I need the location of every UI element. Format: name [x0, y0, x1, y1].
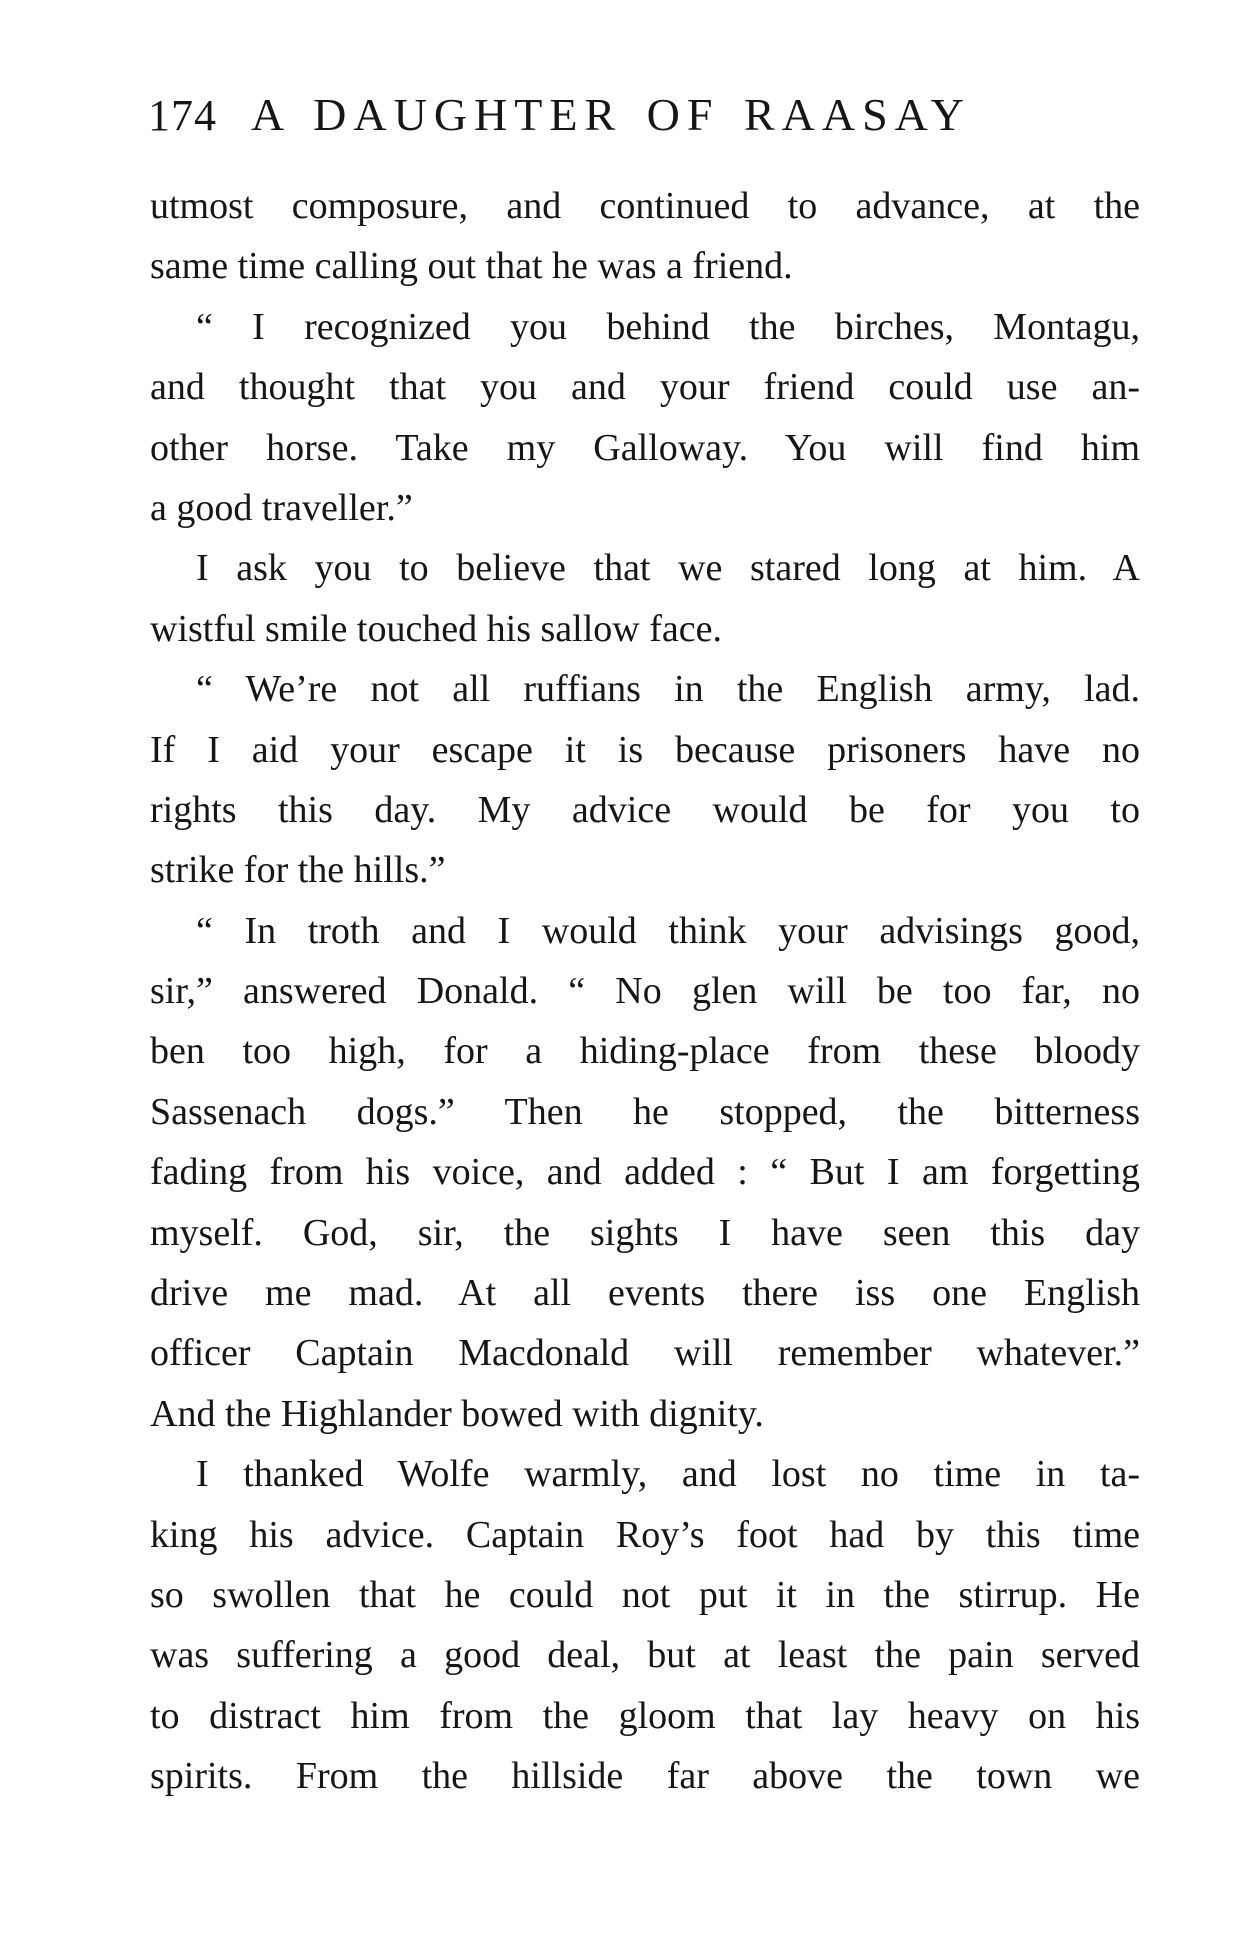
body-text	[150, 176, 1140, 1807]
text-line: “ We’re not all ruffians in the English army, lad.	[196, 668, 1140, 711]
text-line: spirits. From the hillside far above the town we	[150, 1755, 1140, 1798]
text-line: myself. God, sir, the sights I have seen this day	[150, 1211, 1140, 1254]
text-line: same time calling out that he was a friend.	[150, 245, 793, 288]
text-line: ben too high, for a hiding-place from these bloody	[150, 1030, 1140, 1073]
running-head	[148, 88, 1138, 158]
text-line: was suffering a good deal, but at least the pain served	[150, 1634, 1140, 1677]
text-line: officer Captain Macdonald will remember whatever.”	[150, 1332, 1140, 1375]
text-line: king his advice. Captain Roy’s foot had by this time	[150, 1513, 1140, 1556]
page-number: 174	[148, 91, 217, 140]
text-line: a good traveller.”	[150, 486, 413, 529]
text-line: “ In troth and I would think your advisings good,	[196, 909, 1140, 952]
text-line: strike for the hills.”	[150, 849, 446, 892]
text-line: And the Highlander bowed with dignity.	[150, 1392, 764, 1435]
text-line: Sassenach dogs.” Then he stopped, the bitterness	[150, 1090, 1140, 1133]
text-line: “ I recognized you behind the birches, Montagu,	[196, 305, 1140, 348]
text-line: utmost composure, and continued to advance, at the	[150, 185, 1140, 227]
text-line: sir,” answered Donald. “ No glen will be too far, no	[150, 970, 1140, 1013]
text-line: I ask you to believe that we stared long at him. A	[196, 547, 1140, 590]
text-line: drive me mad. At all events there iss one English	[150, 1272, 1140, 1315]
text-line: rights this day. My advice would be for you to	[150, 788, 1140, 831]
text-line: I thanked Wolfe warmly, and lost no time in ta-	[196, 1453, 1140, 1496]
text-line: fading from his voice, and added : “ But I am forgetting	[150, 1151, 1140, 1194]
text-line: wistful smile touched his sallow face.	[150, 607, 722, 650]
text-line: and thought that you and your friend could use an-	[150, 366, 1140, 409]
text-line: other horse. Take my Galloway. You will find him	[150, 426, 1140, 469]
text-line: so swollen that he could not put it in the stirrup. He	[150, 1573, 1140, 1616]
text-line: If I aid your escape it is because prisoners have no	[150, 728, 1140, 771]
text-line: to distract him from the gloom that lay heavy on his	[150, 1694, 1140, 1737]
book-title: A DAUGHTER OF RAASAY	[251, 89, 971, 140]
